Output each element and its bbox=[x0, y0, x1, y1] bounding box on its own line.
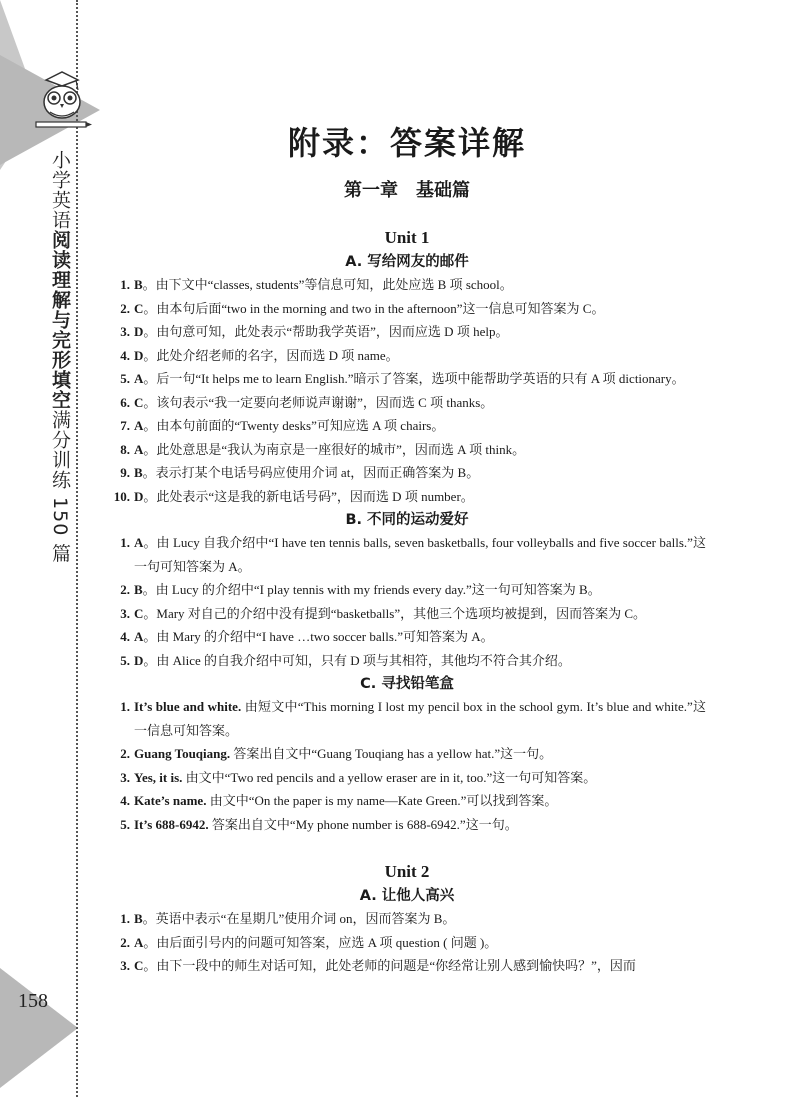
item-explanation: 由短文中“This morning I lost my pencil box in the school gym. It’s blue and white.”这一信息可知答案。 bbox=[134, 699, 706, 738]
item-answer: It’s 688-6942. bbox=[134, 816, 209, 832]
item-explanation: 。由本句后面“two in the morning and two in the afternoon”这一信息可知答案为 C。 bbox=[143, 300, 605, 316]
item-explanation: 。英语中表示“在星期几”使用介词 on，因而答案为 B。 bbox=[142, 911, 456, 926]
unit-block bbox=[108, 862, 706, 978]
item-explanation: 。由 Lucy 自我介绍中“I have ten tennis balls, seven basketballs, four volleyballs and five soccer balls.”这一句可知答案为 A。 bbox=[134, 535, 706, 574]
item-text bbox=[134, 789, 706, 813]
item-number: 1. bbox=[120, 535, 130, 550]
item-explanation: 。由 Lucy 的介绍中“I play tennis with my friends every day.”这一句可知答案为 B。 bbox=[142, 582, 601, 597]
item-answer: A bbox=[134, 441, 144, 457]
item-text bbox=[134, 320, 706, 344]
item-text bbox=[134, 273, 706, 297]
item-number: 1. bbox=[120, 277, 130, 292]
item-number: 3. bbox=[120, 958, 130, 973]
item-explanation: 。由句意可知，此处表示“帮助我学英语”，因而应选 D 项 help。 bbox=[143, 324, 509, 339]
item-answer: C bbox=[134, 958, 144, 973]
item-text bbox=[134, 954, 706, 978]
item-answer: Kate’s name. bbox=[134, 793, 207, 808]
answer-item bbox=[108, 602, 706, 626]
item-number: 4. bbox=[120, 347, 130, 363]
answer-item bbox=[108, 742, 706, 766]
answer-item bbox=[108, 766, 706, 790]
item-text bbox=[134, 367, 706, 391]
item-explanation: 。该句表示“我一定要向老师说声谢谢”，因而选 C 项 thanks。 bbox=[143, 394, 494, 410]
item-explanation: 。此处意思是“我认为南京是一座很好的城市”，因而选 A 项 think。 bbox=[143, 441, 526, 457]
item-explanation: 。由本句前面的“Twenty desks”可知应选 A 项 chairs。 bbox=[143, 418, 445, 433]
answer-item bbox=[108, 320, 706, 344]
item-answer: Guang Touqiang. bbox=[134, 746, 231, 761]
item-explanation: 。Mary 对自己的介绍中没有提到“basketballs”，其他三个选项均被提到，因而答案为 C。 bbox=[143, 605, 647, 621]
item-answer: D bbox=[134, 652, 144, 668]
answer-item bbox=[108, 931, 706, 955]
section-title: B. 不同的运动爱好 bbox=[345, 512, 469, 528]
item-text bbox=[134, 742, 706, 766]
item-text bbox=[134, 649, 706, 673]
item-answer: Yes, it is. bbox=[134, 769, 183, 785]
book-title-bold: 阅读理解与完形填空 bbox=[49, 230, 71, 410]
section-title: A. 让他人高兴 bbox=[359, 888, 455, 904]
item-text bbox=[134, 766, 706, 790]
item-answer: It’s blue and white. bbox=[134, 699, 242, 714]
item-explanation: 。由 Mary 的介绍中“I have …two soccer balls.”可知答案为 A。 bbox=[143, 629, 494, 644]
item-text bbox=[134, 907, 706, 931]
bottom-triangle-decoration bbox=[0, 968, 78, 1088]
item-text bbox=[134, 344, 706, 368]
item-text bbox=[134, 695, 706, 742]
item-text bbox=[134, 485, 706, 509]
answer-item bbox=[108, 578, 706, 602]
answer-item bbox=[108, 625, 706, 649]
item-number: 3. bbox=[120, 769, 130, 785]
item-text bbox=[134, 625, 706, 649]
answer-item bbox=[108, 485, 706, 509]
answer-item bbox=[108, 344, 706, 368]
item-number: 3. bbox=[120, 605, 130, 621]
page-title: 附录：答案详解 bbox=[287, 124, 526, 162]
answer-item bbox=[108, 367, 706, 391]
answer-item bbox=[108, 438, 706, 462]
item-answer: B bbox=[134, 465, 143, 480]
item-answer: D bbox=[134, 324, 144, 339]
item-number: 3. bbox=[120, 324, 130, 339]
item-number: 5. bbox=[120, 371, 130, 386]
item-explanation: 。此处介绍老师的名字，因而选 D 项 name。 bbox=[143, 347, 399, 363]
answer-item bbox=[108, 531, 706, 578]
item-number: 2. bbox=[120, 746, 130, 761]
item-answer: A bbox=[134, 418, 144, 433]
item-number: 2. bbox=[120, 582, 130, 597]
answer-item bbox=[108, 414, 706, 438]
book-title-part1: 小学英语 bbox=[49, 150, 71, 230]
item-number: 4. bbox=[120, 629, 130, 644]
item-number: 10. bbox=[113, 488, 130, 504]
item-text bbox=[134, 931, 706, 955]
item-explanation: 。后一句“It helps me to learn English.”暗示了答案，选项中能帮助学英语的只有 A 项 dictionary。 bbox=[143, 371, 685, 386]
item-number: 4. bbox=[120, 793, 130, 808]
item-number: 9. bbox=[120, 465, 130, 480]
item-explanation: 。由后面引号内的问题可知答案，应选 A 项 question ( 问题 )。 bbox=[143, 934, 498, 950]
item-explanation: 由文中“On the paper is my name—Kate Green.”可以找到答案。 bbox=[206, 793, 558, 808]
owl-mascot-icon bbox=[32, 70, 92, 132]
item-explanation: 。表示打某个电话号码应使用介词 at，因而正确答案为 B。 bbox=[142, 465, 480, 480]
answer-item bbox=[108, 907, 706, 931]
item-explanation: 。由下文中“classes, students”等信息可知，此处应选 B 项 school。 bbox=[142, 277, 513, 292]
item-text bbox=[134, 813, 706, 837]
item-number: 8. bbox=[120, 441, 130, 457]
answer-item bbox=[108, 649, 706, 673]
item-text bbox=[134, 414, 706, 438]
item-text bbox=[134, 531, 706, 578]
unit-block bbox=[108, 228, 706, 836]
item-number: 1. bbox=[120, 911, 130, 926]
item-number: 6. bbox=[120, 394, 130, 410]
answer-item bbox=[108, 789, 706, 813]
item-answer: B bbox=[134, 582, 143, 597]
book-title-part2: 满分训练 150 篇 bbox=[49, 410, 71, 564]
unit-title: Unit 1 bbox=[384, 228, 430, 247]
chapter-title: 第一章 基础篇 bbox=[344, 180, 470, 201]
page-number: 158 bbox=[18, 990, 48, 1012]
item-text bbox=[134, 602, 706, 626]
answer-item bbox=[108, 461, 706, 485]
item-answer: C bbox=[134, 300, 144, 316]
answer-item bbox=[108, 813, 706, 837]
item-answer: C bbox=[134, 394, 144, 410]
item-answer: A bbox=[134, 629, 144, 644]
item-explanation: 答案出自文中“Guang Touqiang has a yellow hat.”这一句。 bbox=[230, 746, 553, 761]
item-text bbox=[134, 461, 706, 485]
item-answer: A bbox=[134, 371, 144, 386]
item-answer: C bbox=[134, 605, 144, 621]
section-title: A. 写给网友的邮件 bbox=[345, 254, 469, 270]
item-explanation: 由文中“Two red pencils and a yellow eraser are in it, too.”这一句可知答案。 bbox=[182, 769, 597, 785]
item-answer: B bbox=[134, 277, 143, 292]
item-number: 5. bbox=[120, 652, 130, 668]
answer-item bbox=[108, 391, 706, 415]
book-title-vertical bbox=[46, 150, 74, 563]
item-number: 2. bbox=[120, 934, 130, 950]
item-explanation: 。此处表示“这是我的新电话号码”，因而选 D 项 number。 bbox=[143, 488, 474, 504]
margin-dotted-line bbox=[76, 0, 78, 1097]
item-answer: A bbox=[134, 535, 144, 550]
item-explanation: 。由下一段中的师生对话可知，此处老师的问题是“你经常让别人感到愉快吗？”，因而 bbox=[143, 958, 636, 973]
item-number: 2. bbox=[120, 300, 130, 316]
item-explanation: 答案出自文中“My phone number is 688-6942.”这一句。 bbox=[208, 816, 518, 832]
item-answer: B bbox=[134, 911, 143, 926]
item-answer: D bbox=[134, 347, 144, 363]
item-text bbox=[134, 438, 706, 462]
item-answer: D bbox=[134, 488, 144, 504]
section-title: C. 寻找铅笔盒 bbox=[360, 676, 454, 692]
item-number: 5. bbox=[120, 816, 130, 832]
answer-content bbox=[108, 118, 706, 978]
item-number: 7. bbox=[120, 418, 130, 433]
item-text bbox=[134, 391, 706, 415]
answer-item bbox=[108, 954, 706, 978]
item-answer: A bbox=[134, 934, 144, 950]
unit-title: Unit 2 bbox=[384, 862, 430, 881]
item-text bbox=[134, 578, 706, 602]
item-explanation: 。由 Alice 的自我介绍中可知，只有 D 项与其相符，其他均不符合其介绍。 bbox=[143, 652, 571, 668]
answer-item bbox=[108, 273, 706, 297]
answer-item bbox=[108, 695, 706, 742]
item-number: 1. bbox=[120, 699, 130, 714]
item-text bbox=[134, 297, 706, 321]
answer-item bbox=[108, 297, 706, 321]
